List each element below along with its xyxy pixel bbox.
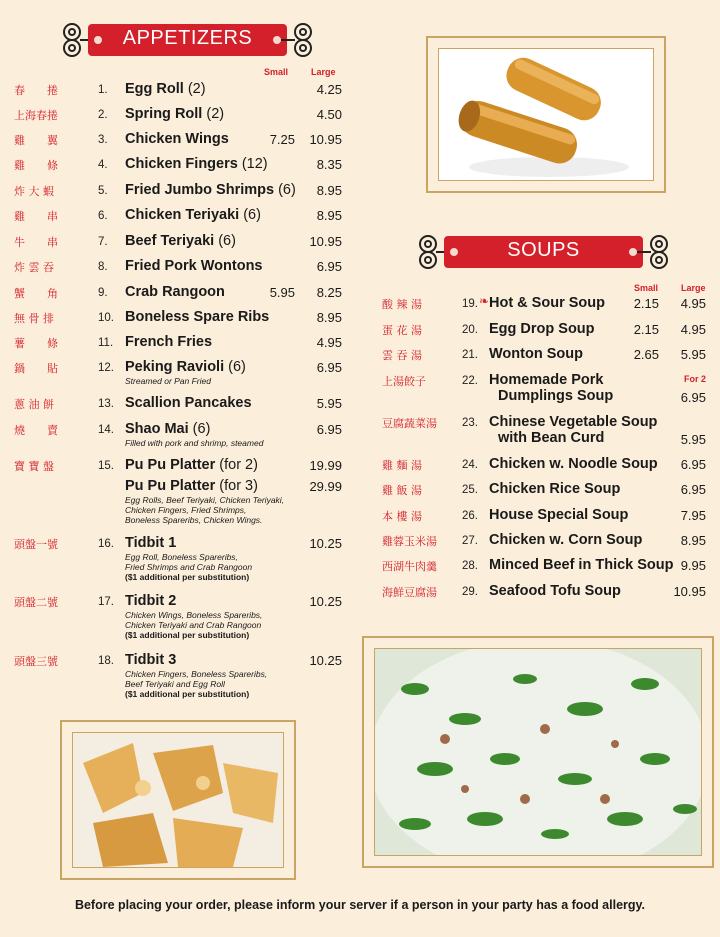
item-name: Spring Roll (2) [125,106,225,122]
item-number: 18. [98,655,114,667]
appetizers-small-header: Small [264,67,289,77]
item-chinese-name: 雞 飯 湯 [382,484,422,497]
item-chinese-name: 薯 條 [14,337,58,350]
item-name: Homemade Pork [489,372,604,388]
soup-item [382,371,708,405]
item-number: 16. [98,538,114,550]
allergy-notice: Before placing your order, please inform your server if a person in your party has a food allergy. [74,898,646,912]
soups-small-header: Small [634,283,659,293]
item-price-large: 5.95 [680,347,706,362]
menu-item [14,592,344,640]
item-chinese-name: 頭盤一號 [14,538,58,551]
item-name: Egg Drop Soup [489,321,595,337]
soup-item [382,506,708,528]
menu-item [14,257,344,279]
menu-item [14,283,344,305]
item-number: 26. [462,510,478,522]
item-chinese-name: 雞蓉玉米湯 [382,535,437,548]
soup-item [382,413,708,447]
item-number: 24. [462,459,478,471]
item-price-large: 8.95 [316,183,342,198]
item-chinese-name: 炸 大 蝦 [14,185,54,198]
item-price-large: 29.99 [309,479,342,494]
item-name: Chicken Fingers (12) [125,156,268,172]
soup-item [382,294,708,316]
item-price-large: 10.95 [309,234,342,249]
appetizers-banner [60,20,315,60]
item-number: 12. [98,362,114,374]
item-price-large: 6.95 [316,360,342,375]
item-name: Hot & Sour Soup [489,295,605,311]
item-name: Crab Rangoon [125,284,225,300]
item-number: 23. [462,417,478,429]
item-price-small: 7.25 [269,132,295,147]
item-chinese-name: 牛 串 [14,236,58,249]
item-number: 17. [98,596,114,608]
item-number: 19. [462,298,478,310]
cloud-ornament-right-icon [637,232,671,272]
soups-title: SOUPS [507,239,580,261]
item-chinese-name: 鍋 貼 [14,362,58,375]
item-name: Seafood Tofu Soup [489,583,621,599]
item-price-small: 5.95 [269,285,295,300]
item-name: Chicken w. Corn Soup [489,532,643,548]
item-chinese-name: 頭盤三號 [14,655,58,668]
item-quantity: (6) [214,233,236,249]
soup-item [382,556,708,578]
item-chinese-name: 西湖牛肉羹 [382,560,437,573]
item-price-large: 19.99 [309,458,342,473]
item-chinese-name: 雲 吞 湯 [382,349,422,362]
item-chinese-name: 上海春捲 [14,109,58,122]
item-description: Egg Roll, Boneless Spareribs, Fried Shrimps and Crab Rangoon ($1 additional per substitution) [125,552,253,582]
item-name: Beef Teriyaki (6) [125,233,236,249]
item-number: 7. [98,236,108,248]
item-quantity: (12) [237,156,268,172]
item-price-large: 8.95 [680,533,706,548]
item-serving-note: For 2 [683,374,706,384]
item-name: Tidbit 2 [125,593,177,609]
item-substitution-note: ($1 additional per substitution) [125,689,250,699]
menu-item [14,308,344,330]
item-name: French Fries [125,334,213,350]
item-price-large: 10.95 [673,584,706,599]
item-number: 6. [98,210,108,222]
item-name: House Special Soup [489,507,629,523]
item-name: Peking Ravioli (6) [125,359,246,375]
item-description: Chicken Wings, Boneless Spareribs, Chicken Teriyaki and Crab Rangoon ($1 additional per substitution) [125,610,263,640]
item-price-large: 4.95 [680,296,706,311]
item-quantity: (6) [274,182,296,198]
item-chinese-name: 雞 翼 [14,134,58,147]
item-price-large: 8.25 [316,285,342,300]
item-price-small: 2.15 [633,296,659,311]
item-chinese-name: 寶 寶 盤 [14,460,54,473]
item-name: Scallion Pancakes [125,395,252,411]
soup-item [382,320,708,342]
item-name: Shao Mai (6) [125,421,211,437]
item-price-small: 2.15 [633,322,659,337]
menu-item [14,394,344,416]
item-price-large: 5.95 [316,396,342,411]
item-number: 8. [98,261,108,273]
item-number: 15. [98,460,114,472]
menu-item [14,534,344,582]
item-number: 28. [462,560,478,572]
item-name: Boneless Spare Ribs [125,309,270,325]
item-substitution-note: ($1 additional per substitution) [125,630,250,640]
item-chinese-name: 海鮮豆腐湯 [382,586,437,599]
item-chinese-name: 豆腐蔬菜湯 [382,417,437,430]
item-price-large: 4.50 [316,107,342,122]
item-number: 5. [98,185,108,197]
item-price-large: 10.25 [309,536,342,551]
item-name-continued: Dumplings Soup [498,388,614,404]
item-number: 14. [98,424,114,436]
item-chinese-name: 炸 雲 吞 [14,261,54,274]
item-price-large: 4.95 [680,322,706,337]
item-name: Chicken Wings [125,131,229,147]
item-price-large: 10.25 [309,653,342,668]
item-price-large: 5.95 [680,432,706,447]
menu-item [14,333,344,355]
menu-item [14,181,344,203]
item-chinese-name: 酸 辣 湯 [382,298,422,311]
item-name: Pu Pu Platter (for 3) [125,478,258,494]
item-price-large: 6.95 [316,259,342,274]
item-price-large: 4.25 [316,82,342,97]
item-price-small: 2.65 [633,347,659,362]
item-number: 3. [98,134,108,146]
item-price-large: 8.95 [316,208,342,223]
soup-item [382,582,708,604]
item-chinese-name: 燒 賣 [14,424,58,437]
item-price-large: 9.95 [680,558,706,573]
item-quantity: (for 3) [215,478,258,494]
item-price-large: 6.95 [680,390,706,405]
menu-item [14,130,344,152]
item-name: Chicken Teriyaki (6) [125,207,261,223]
soup-item [382,345,708,367]
item-name: Chinese Vegetable Soup [489,414,658,430]
item-price-large: 7.95 [680,508,706,523]
soups-large-header: Large [681,283,706,293]
soup-item [382,455,708,477]
menu-item [14,651,344,699]
menu-item [14,232,344,254]
item-price-large: 8.35 [316,157,342,172]
chili-pepper-icon: ❧ [479,294,490,308]
menu-item [14,456,344,478]
item-name: Chicken Rice Soup [489,481,621,497]
menu-item [14,105,344,127]
item-chinese-name: 蟹 角 [14,287,58,300]
item-number: 1. [98,84,108,96]
item-chinese-name: 蔥 油 餅 [14,398,54,411]
item-number: 9. [98,287,108,299]
item-description: Egg Rolls, Beef Teriyaki, Chicken Teriyaki, Chicken Fingers, Fried Shrimps, Boneless Spareribs, Chicken Wings. [125,495,285,525]
item-description: Streamed or Pan Fried [125,376,211,386]
item-chinese-name: 無 骨 排 [14,312,54,325]
menu-item [14,80,344,102]
egg-roll-photo [426,36,666,193]
item-number: 4. [98,159,108,171]
item-chinese-name: 雞 條 [14,159,58,172]
item-name: Tidbit 3 [125,652,177,668]
soup-item [382,480,708,502]
menu-item [14,155,344,177]
item-name: Egg Roll (2) [125,81,206,97]
crab-rangoon-photo [60,720,296,880]
item-number: 25. [462,484,478,496]
item-number: 20. [462,324,478,336]
item-quantity: (for 2) [215,457,258,473]
soup-photo [362,636,714,868]
item-name: Fried Pork Wontons [125,258,263,274]
soups-banner [416,232,671,272]
menu-item [14,420,344,448]
item-price-large: 10.95 [309,132,342,147]
item-quantity: (6) [239,207,261,223]
item-price-large: 6.95 [680,457,706,472]
item-chinese-name: 春 捲 [14,84,58,97]
item-number: 21. [462,349,478,361]
cloud-ornament-right-icon [281,20,315,60]
item-chinese-name: 上湯餃子 [382,375,426,388]
item-substitution-note: ($1 additional per substitution) [125,572,250,582]
item-description: Chicken Fingers, Boneless Spareribs, Beef Teriyaki and Egg Roll ($1 additional per substitution) [125,669,268,699]
item-chinese-name: 本 樓 湯 [382,510,422,523]
appetizers-title: APPETIZERS [122,27,253,49]
menu-item [14,358,344,386]
item-quantity: (6) [188,421,211,437]
item-price-large: 8.95 [316,310,342,325]
item-name: Minced Beef in Thick Soup [489,557,674,573]
item-number: 22. [462,375,478,387]
item-price-large: 4.95 [316,335,342,350]
item-name: Tidbit 1 [125,535,177,551]
item-name: Chicken w. Noodle Soup [489,456,658,472]
item-name-continued: with Bean Curd [498,430,605,446]
item-name: Pu Pu Platter (for 2) [125,457,258,473]
item-number: 13. [98,398,114,410]
item-quantity: (2) [202,106,225,122]
appetizers-large-header: Large [311,67,336,77]
item-chinese-name: 蛋 花 湯 [382,324,422,337]
menu-item [14,206,344,228]
item-price-large: 6.95 [316,422,342,437]
item-description: Filled with pork and shrimp, steamed [125,438,264,448]
item-name: Fried Jumbo Shrimps (6) [125,182,296,198]
item-price-large: 10.25 [309,594,342,609]
menu-item [14,477,344,525]
soup-item [382,531,708,553]
item-name: Wonton Soup [489,346,583,362]
item-number: 27. [462,535,478,547]
item-number: 10. [98,312,114,324]
item-number: 2. [98,109,108,121]
item-price-large: 6.95 [680,482,706,497]
item-chinese-name: 雞 串 [14,210,58,223]
item-chinese-name: 頭盤二號 [14,596,58,609]
item-quantity: (6) [224,359,246,375]
item-chinese-name: 雞 麵 湯 [382,459,422,472]
item-number: 29. [462,586,478,598]
item-quantity: (2) [183,81,206,97]
item-number: 11. [98,337,114,349]
